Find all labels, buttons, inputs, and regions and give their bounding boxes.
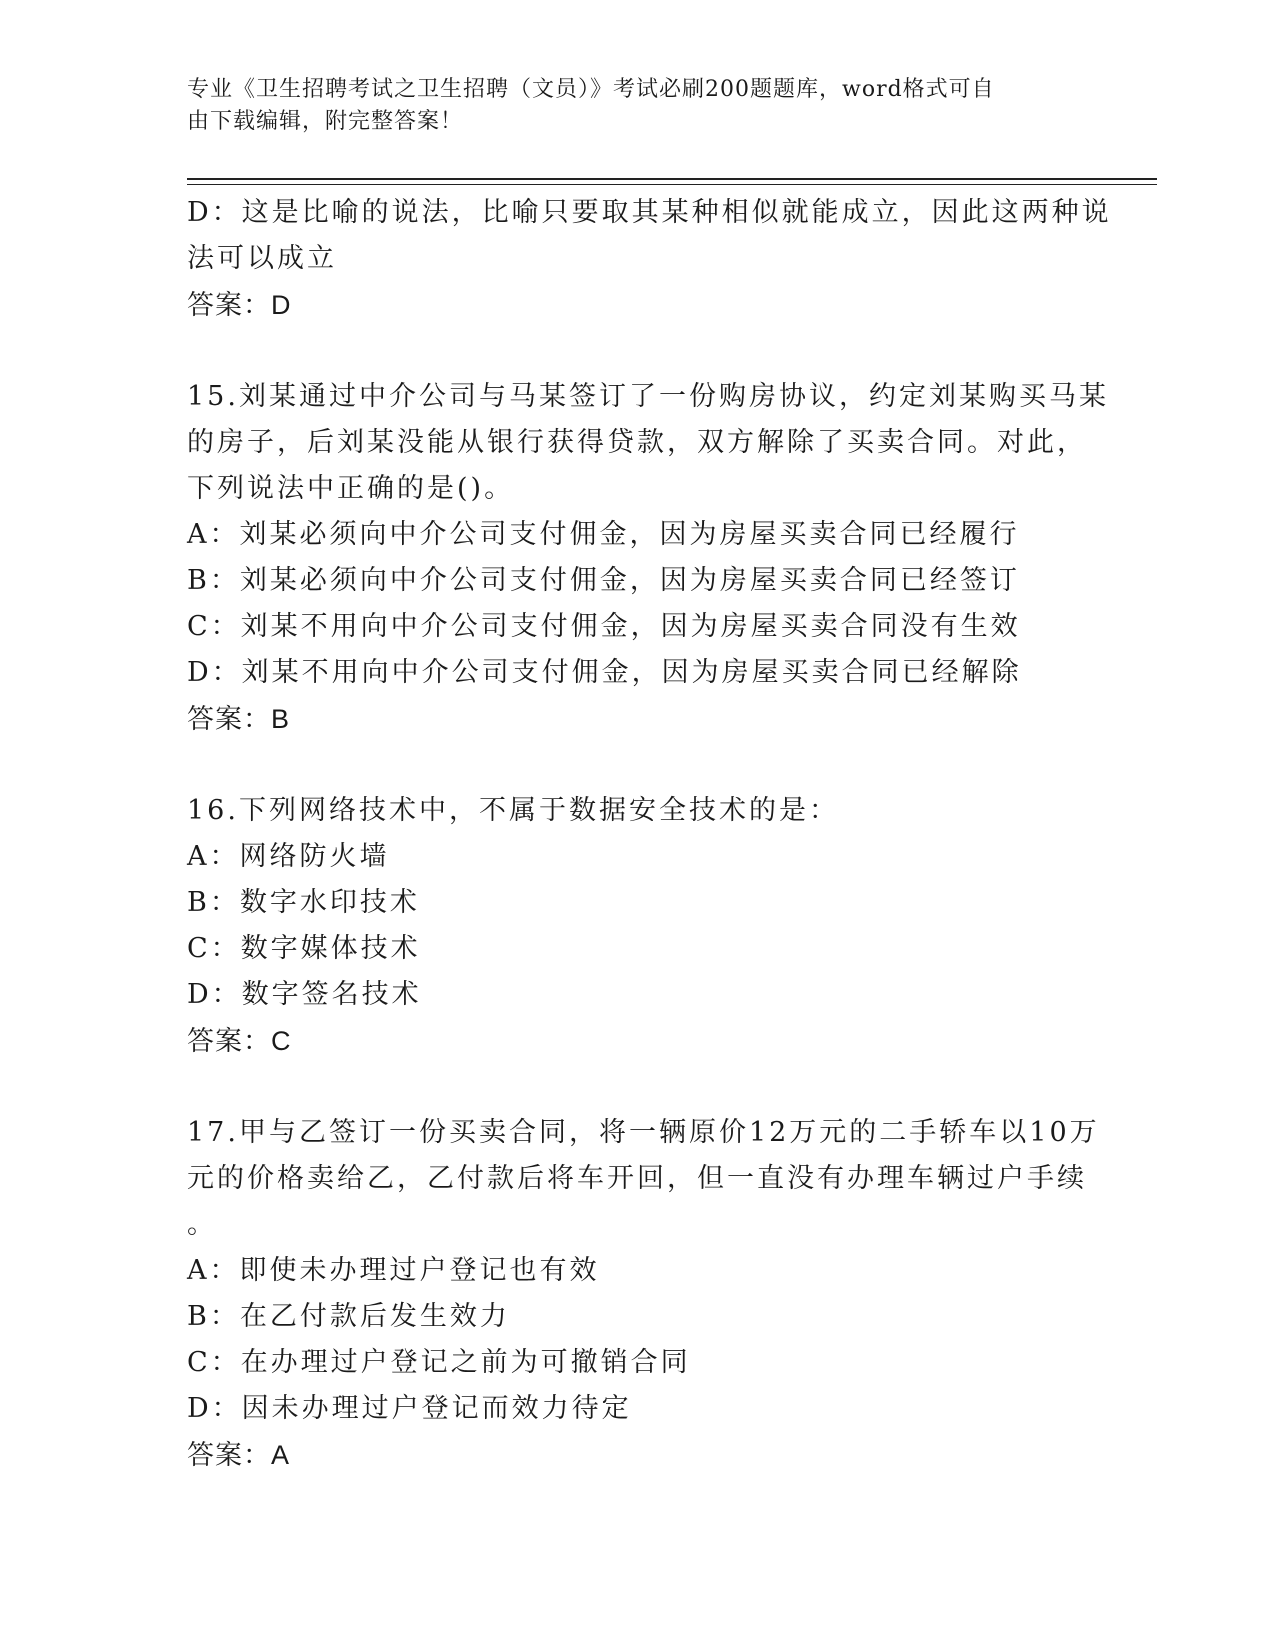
question-stem: 下列说法中正确的是()。: [187, 473, 515, 504]
header-divider-thin: [187, 184, 1157, 185]
option-a: A：网络防火墙: [187, 841, 390, 872]
option-c: C：数字媒体技术: [187, 933, 421, 964]
answer-line: 答案：B: [187, 704, 291, 734]
option-d: D：数字签名技术: [187, 979, 422, 1010]
answer-line: 答案：D: [187, 290, 292, 320]
option-d: D：刘某不用向中介公司支付佣金，因为房屋买卖合同已经解除: [187, 657, 1022, 688]
question-17: [187, 1110, 1100, 1478]
question-15: [187, 374, 1109, 742]
option-b: B：刘某必须向中介公司支付佣金，因为房屋买卖合同已经签订: [187, 565, 1020, 596]
header-divider-thick: [187, 178, 1157, 180]
option-a: A：刘某必须向中介公司支付佣金，因为房屋买卖合同已经履行: [187, 519, 1020, 550]
document-body: [187, 190, 1112, 1478]
option-b: B：在乙付款后发生效力: [187, 1301, 510, 1332]
answer-line: 答案：C: [187, 1026, 292, 1056]
previous-question-tail: [187, 190, 1112, 328]
question-stem: 元的价格卖给乙，乙付款后将车开回，但一直没有办理车辆过户手续: [187, 1163, 1087, 1194]
option-b: B：数字水印技术: [187, 887, 420, 918]
page-header: [187, 74, 1067, 138]
question-stem: 。: [187, 1209, 217, 1240]
option-a: A：即使未办理过户登记也有效: [187, 1255, 600, 1286]
answer-line: 答案：A: [187, 1440, 291, 1470]
question-stem: 15.刘某通过中介公司与马某签订了一份购房协议，约定刘某购买马某: [187, 381, 1109, 412]
header-line-1: 专业《卫生招聘考试之卫生招聘（文员）》考试必刷200题题库，word格式可自: [187, 77, 995, 102]
option-d-continued: 法可以成立: [187, 243, 337, 274]
option-c: C：刘某不用向中介公司支付佣金，因为房屋买卖合同没有生效: [187, 611, 1021, 642]
question-16: [187, 788, 1087, 1064]
header-line-2: 由下载编辑，附完整答案！: [187, 109, 464, 134]
option-d: D：这是比喻的说法，比喻只要取其某种相似就能成立，因此这两种说: [187, 197, 1112, 228]
option-c: C：在办理过户登记之前为可撤销合同: [187, 1347, 691, 1378]
option-d: D：因未办理过户登记而效力待定: [187, 1393, 632, 1424]
question-stem: 16.下列网络技术中，不属于数据安全技术的是：: [187, 795, 839, 826]
question-stem: 17.甲与乙签订一份买卖合同，将一辆原价12万元的二手轿车以10万: [187, 1117, 1100, 1148]
question-stem: 的房子，后刘某没能从银行获得贷款，双方解除了买卖合同。对此，: [187, 427, 1087, 458]
